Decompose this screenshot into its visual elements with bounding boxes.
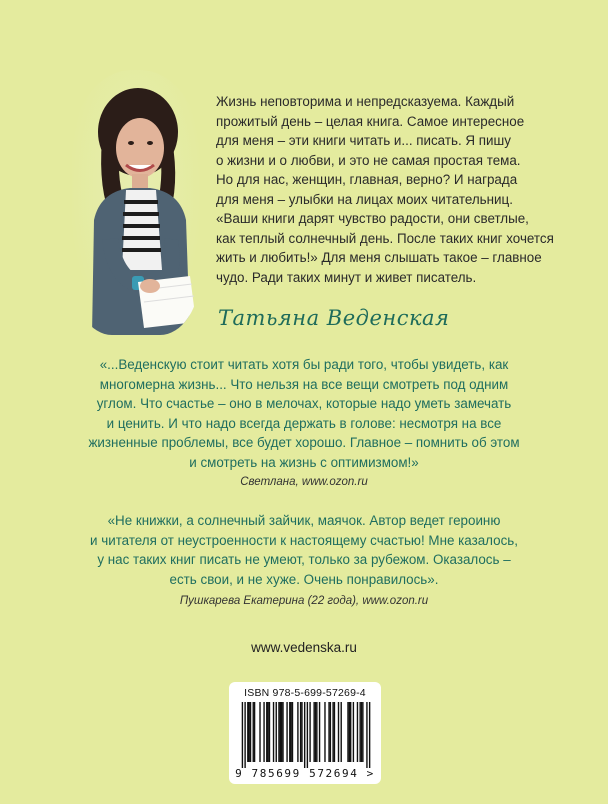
barcode-bar: [357, 702, 358, 762]
barcode-bar: [309, 702, 310, 762]
barcode-bar: [316, 702, 317, 762]
barcode-bar: [254, 702, 255, 762]
bio-line: для меня – улыбки на лицах моих читательниц.: [216, 191, 513, 207]
barcode-bar: [278, 702, 279, 762]
barcode-bar: [319, 702, 320, 762]
barcode-bar: [263, 702, 264, 762]
barcode-bar: [286, 702, 287, 762]
barcode-bar: [300, 702, 301, 762]
reader-quote-1: [40, 355, 568, 472]
barcode-bar: [244, 702, 245, 768]
bio-line: прожитый день – целая книга. Самое интересное: [216, 113, 525, 129]
author-website: www.vedenska.ru: [251, 640, 357, 655]
author-bio: [216, 92, 576, 287]
barcode-bar: [280, 702, 281, 762]
barcode-bar: [282, 702, 283, 762]
barcode-bar: [315, 702, 316, 762]
quote-line: углом. Что счастье – оно в мелочах, которые надо уметь замечать: [96, 396, 512, 411]
bio-line: жить и любить!» Для меня слышать такое – главное: [216, 250, 542, 265]
bio-line: чудо. Ради таких минут и живет писатель.: [216, 269, 477, 285]
barcode-bar: [248, 702, 249, 762]
barcode-bar: [290, 702, 291, 762]
quote-line: и читателя от неустроенности к настоящему счастью! Мне казалось,: [90, 532, 518, 548]
barcode-bar: [349, 702, 350, 762]
quote-line: и смотреть на жизнь с оптимизмом!»: [189, 454, 419, 470]
barcode-bar: [281, 702, 282, 762]
barcode-bar: [313, 702, 314, 762]
barcode-bar: [304, 702, 305, 768]
quote-line: жизненные проблемы, все будет хорошо. Главное – помнить об этом: [88, 435, 520, 450]
bio-line: как теплый солнечный день. После таких книг хочется: [216, 230, 554, 246]
barcode-bar: [330, 702, 331, 762]
barcode-bar: [250, 702, 251, 762]
barcode-bar: [301, 702, 302, 762]
barcode-bar: [297, 702, 298, 762]
barcode-bar: [289, 702, 290, 762]
barcode-bar: [269, 702, 270, 762]
quote-line: и ценить. И что надо всегда держать в голове: несмотря на все: [106, 415, 502, 431]
author-portrait-image: [72, 70, 200, 335]
barcode-bar: [338, 702, 339, 762]
barcode-bar: [369, 702, 370, 768]
reader-quote-2: [40, 511, 568, 589]
barcode-bar: [253, 702, 254, 762]
bio-line: о жизни и о любви, и это не самая простая тема.: [216, 152, 521, 168]
barcode-bar: [247, 702, 248, 762]
barcode-bar: [242, 702, 243, 768]
barcode-bar: [334, 702, 335, 762]
barcode-bar: [353, 702, 354, 762]
barcode-bar: [267, 702, 268, 762]
author-photo: [72, 70, 200, 335]
barcode-bar: [347, 702, 348, 762]
isbn-label: ISBN 978-5-699-57269-4: [244, 687, 366, 699]
barcode-bar: [307, 702, 308, 768]
barcode-bar: [350, 702, 351, 762]
bio-line: для меня – эти книги читать и... писать. Я пишу: [216, 133, 511, 148]
quote-line: у нас таких книг писать не умеют, только за рубежом. Оказалось –: [97, 552, 511, 567]
quote-line: есть свои, и не хуже. Очень понравилось».: [169, 571, 439, 587]
barcode-panel: [229, 682, 381, 784]
quote-1-source: Светлана, www.ozon.ru: [240, 476, 368, 488]
barcode-bar: [361, 702, 362, 762]
barcode-bar: [359, 702, 360, 762]
barcode-bar: [328, 702, 329, 762]
quote-line: многомерна жизнь... Что нельзя на все вещи смотреть под одним: [99, 376, 509, 392]
barcode-digits: 9 785699 572694 >: [235, 767, 375, 780]
barcode-bar: [292, 702, 293, 762]
quote-line: «...Веденскую стоит читать хотя бы ради того, чтобы увидеть, как: [99, 357, 509, 372]
author-signature: Татьяна Веденская: [218, 306, 450, 330]
barcode-bar: [276, 702, 277, 762]
bio-line: Но для нас, женщин, главная, верно? И награда: [216, 172, 518, 187]
barcode-bar: [366, 702, 367, 768]
bio-line: Жизнь неповторима и непредсказуема. Каждый: [216, 94, 515, 109]
barcode-bar: [362, 702, 363, 762]
barcode-bar: [259, 702, 260, 762]
quote-line: «Не книжки, а солнечный зайчик, маячок. Автор ведет героиню: [107, 513, 501, 528]
barcode-bar: [273, 702, 274, 762]
barcode-bar: [341, 702, 342, 762]
barcode-bar: [266, 702, 267, 762]
barcode-bars: [239, 702, 373, 768]
barcode-bar: [324, 702, 325, 762]
bio-line: «Ваши книги дарят чувство радости, они светлые,: [216, 211, 529, 226]
barcode-bar: [332, 702, 333, 762]
quote-2-source: Пушкарева Екатерина (22 года), www.ozon.ru: [179, 595, 429, 607]
